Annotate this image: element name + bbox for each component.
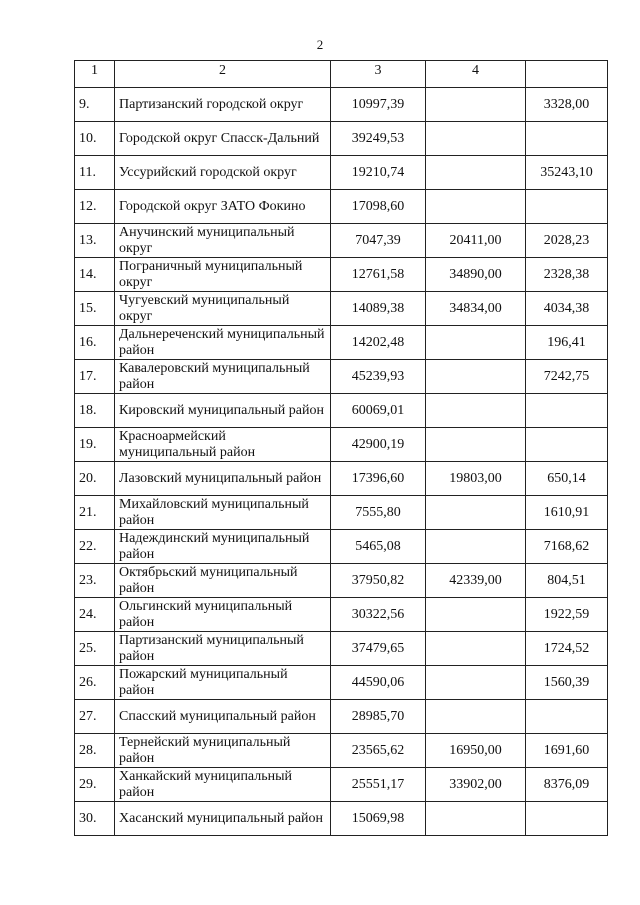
value-col-5 bbox=[526, 122, 608, 156]
municipality-name: Октябрьский муниципальный район bbox=[115, 564, 331, 598]
value-col-5 bbox=[526, 394, 608, 428]
row-number: 30. bbox=[75, 802, 115, 836]
row-number: 23. bbox=[75, 564, 115, 598]
value-col-5: 1610,91 bbox=[526, 496, 608, 530]
table-row bbox=[75, 122, 608, 156]
municipality-name: Партизанский городской округ bbox=[115, 88, 331, 122]
value-col-4 bbox=[426, 88, 526, 122]
municipality-name: Дальнереченский муниципальный район bbox=[115, 326, 331, 360]
header-col-2: 2 bbox=[115, 61, 331, 88]
value-col-3: 7047,39 bbox=[331, 224, 426, 258]
value-col-3: 19210,74 bbox=[331, 156, 426, 190]
municipality-name: Тернейский муниципальный район bbox=[115, 734, 331, 768]
table-row bbox=[75, 88, 608, 122]
value-col-3: 10997,39 bbox=[331, 88, 426, 122]
row-number: 15. bbox=[75, 292, 115, 326]
value-col-4 bbox=[426, 802, 526, 836]
value-col-3: 14202,48 bbox=[331, 326, 426, 360]
table-row bbox=[75, 666, 608, 700]
row-number: 14. bbox=[75, 258, 115, 292]
value-col-3: 42900,19 bbox=[331, 428, 426, 462]
table-row bbox=[75, 802, 608, 836]
municipality-name: Ханкайский муниципальный район bbox=[115, 768, 331, 802]
data-table bbox=[74, 60, 608, 836]
value-col-5: 196,41 bbox=[526, 326, 608, 360]
value-col-4 bbox=[426, 190, 526, 224]
value-col-4 bbox=[426, 598, 526, 632]
value-col-4 bbox=[426, 428, 526, 462]
value-col-4 bbox=[426, 632, 526, 666]
value-col-4: 42339,00 bbox=[426, 564, 526, 598]
table-body bbox=[75, 88, 608, 836]
table-row bbox=[75, 394, 608, 428]
row-number: 28. bbox=[75, 734, 115, 768]
value-col-3: 39249,53 bbox=[331, 122, 426, 156]
municipality-name: Чугуевский муниципальный округ bbox=[115, 292, 331, 326]
municipality-name: Надеждинский муниципальный район bbox=[115, 530, 331, 564]
value-col-5: 8376,09 bbox=[526, 768, 608, 802]
table-row bbox=[75, 326, 608, 360]
municipality-name: Городской округ Спасск-Дальний bbox=[115, 122, 331, 156]
row-number: 17. bbox=[75, 360, 115, 394]
value-col-5: 7168,62 bbox=[526, 530, 608, 564]
value-col-4: 34890,00 bbox=[426, 258, 526, 292]
table-row bbox=[75, 496, 608, 530]
row-number: 20. bbox=[75, 462, 115, 496]
table-row bbox=[75, 224, 608, 258]
value-col-3: 23565,62 bbox=[331, 734, 426, 768]
value-col-5: 2028,23 bbox=[526, 224, 608, 258]
value-col-3: 45239,93 bbox=[331, 360, 426, 394]
value-col-3: 44590,06 bbox=[331, 666, 426, 700]
value-col-5: 4034,38 bbox=[526, 292, 608, 326]
table-row bbox=[75, 700, 608, 734]
value-col-4: 33902,00 bbox=[426, 768, 526, 802]
row-number: 24. bbox=[75, 598, 115, 632]
table-row bbox=[75, 292, 608, 326]
municipality-name: Михайловский муниципальный район bbox=[115, 496, 331, 530]
table-row bbox=[75, 598, 608, 632]
row-number: 19. bbox=[75, 428, 115, 462]
value-col-5: 3328,00 bbox=[526, 88, 608, 122]
table-row bbox=[75, 530, 608, 564]
value-col-5: 7242,75 bbox=[526, 360, 608, 394]
value-col-3: 28985,70 bbox=[331, 700, 426, 734]
row-number: 12. bbox=[75, 190, 115, 224]
value-col-5 bbox=[526, 700, 608, 734]
municipality-name: Пожарский муниципальный район bbox=[115, 666, 331, 700]
value-col-3: 37950,82 bbox=[331, 564, 426, 598]
value-col-5: 1724,52 bbox=[526, 632, 608, 666]
value-col-3: 60069,01 bbox=[331, 394, 426, 428]
value-col-5: 2328,38 bbox=[526, 258, 608, 292]
row-number: 11. bbox=[75, 156, 115, 190]
table-row bbox=[75, 564, 608, 598]
value-col-5: 1922,59 bbox=[526, 598, 608, 632]
municipality-name: Хасанский муниципальный район bbox=[115, 802, 331, 836]
value-col-4 bbox=[426, 530, 526, 564]
value-col-5 bbox=[526, 428, 608, 462]
municipality-name: Красноармейский муниципальный район bbox=[115, 428, 331, 462]
municipality-name: Кировский муниципальный район bbox=[115, 394, 331, 428]
municipality-name: Анучинский муниципальный округ bbox=[115, 224, 331, 258]
value-col-4: 34834,00 bbox=[426, 292, 526, 326]
value-col-3: 17396,60 bbox=[331, 462, 426, 496]
municipality-name: Уссурийский городской округ bbox=[115, 156, 331, 190]
table-row bbox=[75, 768, 608, 802]
row-number: 16. bbox=[75, 326, 115, 360]
table-row bbox=[75, 190, 608, 224]
table-row bbox=[75, 428, 608, 462]
value-col-4 bbox=[426, 156, 526, 190]
row-number: 27. bbox=[75, 700, 115, 734]
value-col-3: 7555,80 bbox=[331, 496, 426, 530]
header-col-3: 3 bbox=[331, 61, 426, 88]
municipality-name: Кавалеровский муниципальный район bbox=[115, 360, 331, 394]
value-col-5: 1560,39 bbox=[526, 666, 608, 700]
municipality-name: Лазовский муниципальный район bbox=[115, 462, 331, 496]
row-number: 22. bbox=[75, 530, 115, 564]
value-col-5: 650,14 bbox=[526, 462, 608, 496]
value-col-3: 37479,65 bbox=[331, 632, 426, 666]
value-col-4 bbox=[426, 394, 526, 428]
value-col-5: 35243,10 bbox=[526, 156, 608, 190]
value-col-5: 804,51 bbox=[526, 564, 608, 598]
municipality-name: Партизанский муниципальный район bbox=[115, 632, 331, 666]
value-col-4 bbox=[426, 700, 526, 734]
header-col-1: 1 bbox=[75, 61, 115, 88]
value-col-3: 25551,17 bbox=[331, 768, 426, 802]
page-number: 2 bbox=[316, 37, 324, 52]
table-row bbox=[75, 462, 608, 496]
municipality-name: Городской округ ЗАТО Фокино bbox=[115, 190, 331, 224]
table-row bbox=[75, 258, 608, 292]
value-col-5 bbox=[526, 190, 608, 224]
row-number: 18. bbox=[75, 394, 115, 428]
value-col-4 bbox=[426, 496, 526, 530]
value-col-4: 19803,00 bbox=[426, 462, 526, 496]
table-row bbox=[75, 734, 608, 768]
municipality-name: Спасский муниципальный район bbox=[115, 700, 331, 734]
value-col-4 bbox=[426, 122, 526, 156]
row-number: 25. bbox=[75, 632, 115, 666]
row-number: 10. bbox=[75, 122, 115, 156]
row-number: 29. bbox=[75, 768, 115, 802]
value-col-4 bbox=[426, 666, 526, 700]
value-col-3: 30322,56 bbox=[331, 598, 426, 632]
municipality-name: Ольгинский муниципальный район bbox=[115, 598, 331, 632]
value-col-4: 20411,00 bbox=[426, 224, 526, 258]
value-col-4: 16950,00 bbox=[426, 734, 526, 768]
value-col-5 bbox=[526, 802, 608, 836]
value-col-3: 12761,58 bbox=[331, 258, 426, 292]
value-col-3: 14089,38 bbox=[331, 292, 426, 326]
row-number: 26. bbox=[75, 666, 115, 700]
table-row bbox=[75, 360, 608, 394]
header-col-4: 4 bbox=[426, 61, 526, 88]
value-col-4 bbox=[426, 326, 526, 360]
row-number: 9. bbox=[75, 88, 115, 122]
table-row bbox=[75, 632, 608, 666]
table-row bbox=[75, 156, 608, 190]
value-col-4 bbox=[426, 360, 526, 394]
value-col-3: 17098,60 bbox=[331, 190, 426, 224]
municipality-name: Пограничный муниципальный округ bbox=[115, 258, 331, 292]
value-col-3: 5465,08 bbox=[331, 530, 426, 564]
row-number: 13. bbox=[75, 224, 115, 258]
row-number: 21. bbox=[75, 496, 115, 530]
header-row bbox=[75, 61, 608, 88]
header-col-5 bbox=[526, 61, 608, 88]
value-col-3: 15069,98 bbox=[331, 802, 426, 836]
value-col-5: 1691,60 bbox=[526, 734, 608, 768]
